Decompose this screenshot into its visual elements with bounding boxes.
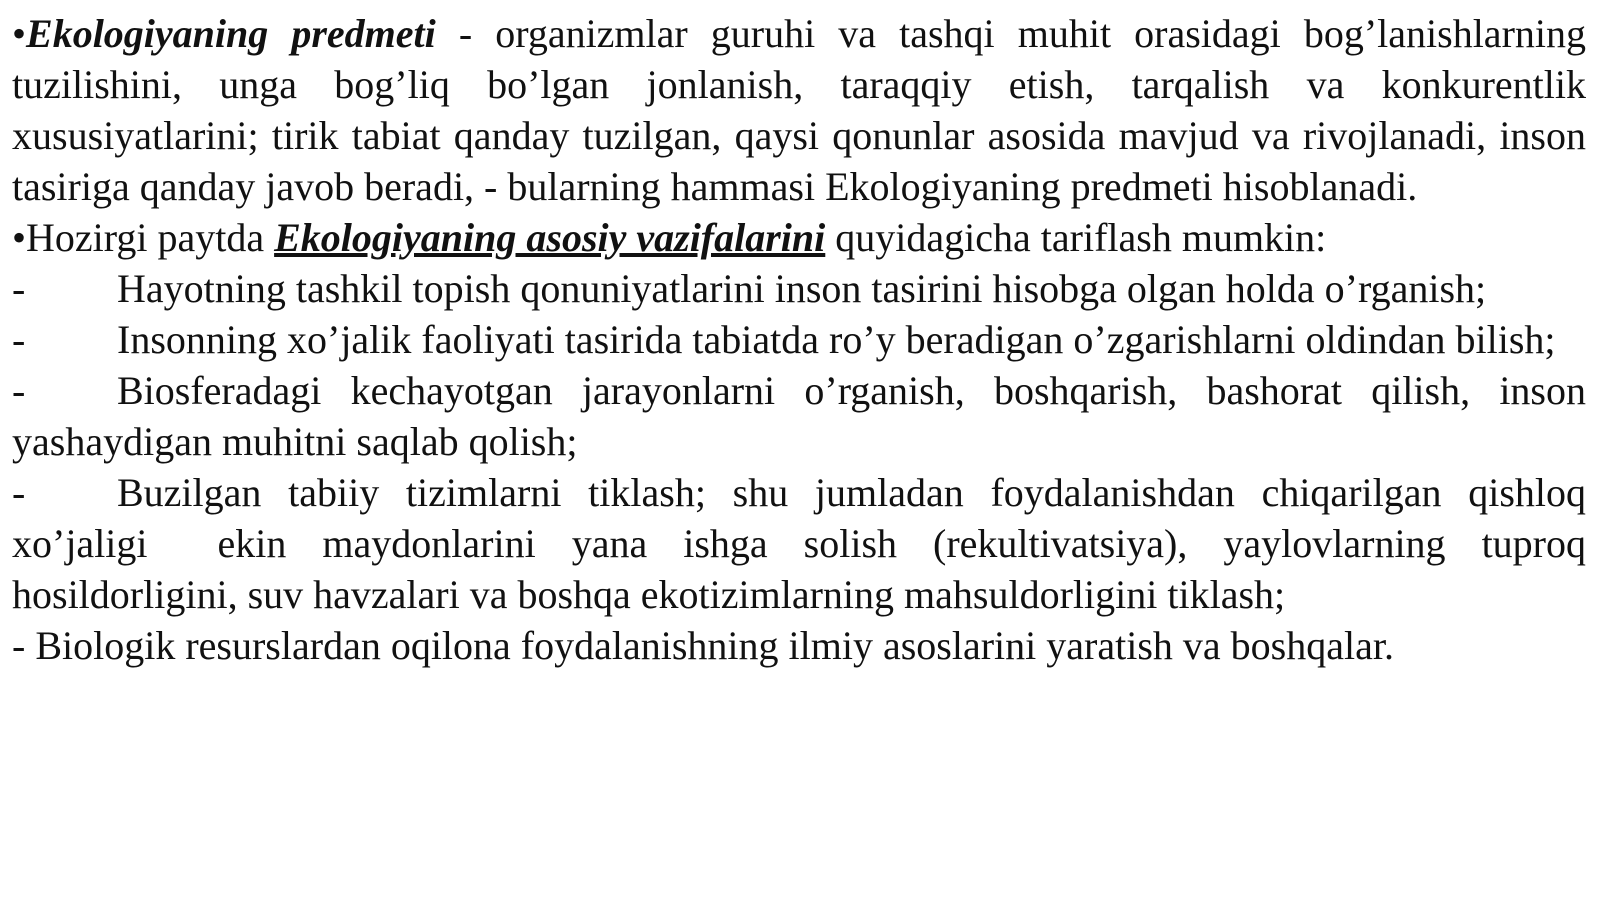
term-subject: Ekologiyaning predmeti: [26, 11, 436, 56]
term-main-tasks: Ekologiyaning asosiy vazifalarini: [274, 215, 826, 260]
bullet: •: [12, 11, 27, 56]
slide-text: [12, 8, 1586, 671]
task-text: Hayotning tashkil topish qonuniyatlarini inson tasirini hisobga olgan holda o’rganish;: [117, 266, 1487, 311]
task-item-2: [12, 314, 1586, 365]
dash-marker: -: [12, 470, 26, 515]
dash-marker: -: [12, 266, 26, 311]
task-text: Insonning xo’jalik faoliyati tasirida tabiatda ro’y beradigan o’zgarishlarni oldindan bilish;: [117, 317, 1556, 362]
paragraph-subject: [12, 8, 1586, 212]
tasks-intro-tail: quyidagicha tariflash mumkin:: [825, 215, 1327, 260]
task-item-5: [12, 620, 1586, 671]
task-item-3: [12, 365, 1586, 467]
dash-marker: -: [12, 368, 26, 413]
task-text-part-b: ekin maydonlarini yana ishga solish (rekultivatsiya), yaylovlarning tuproq hosildorligini, suv havzalari va boshqa ekotizimlarning mahsuldorligini tiklash;: [12, 521, 1586, 617]
task-item-4: [12, 467, 1586, 620]
paragraph-subject-text: - organizmlar guruhi va tashqi muhit orasidagi bog’lanishlarning tuzilishini, unga bog’liq bo’lgan jonlanish, taraqqiy etish, tarqalish va konkurentlik xususiyatlarini; tirik tabiat qanday tuzilgan, qaysi qonunlar asosida mavjud va rivojlanadi, inson tasiriga qanday javob beradi, - bularning hammasi Ekologiyaning predmeti hisoblanadi.: [12, 11, 1586, 209]
task-text-part-a: Buzilgan tabiiy tizimlarni tiklash; shu jumladan foydalanishdan chiqarilgan qishloq xo’jaligi: [12, 470, 1586, 566]
bullet: •: [12, 215, 27, 260]
task-text: Biosferadagi kechayotgan jarayonlarni o’rganish, boshqarish, bashorat qilish, inson yashaydigan muhitni saqlab qolish;: [12, 368, 1586, 464]
dash-marker: -: [12, 317, 26, 362]
dash-marker: -: [12, 623, 36, 668]
tasks-intro-lead: Hozirgi paytda: [26, 215, 275, 260]
task-item-1: [12, 263, 1586, 314]
paragraph-tasks-intro: [12, 212, 1586, 263]
task-text: Biologik resurslardan oqilona foydalanishning ilmiy asoslarini yaratish va boshqalar.: [35, 623, 1394, 668]
